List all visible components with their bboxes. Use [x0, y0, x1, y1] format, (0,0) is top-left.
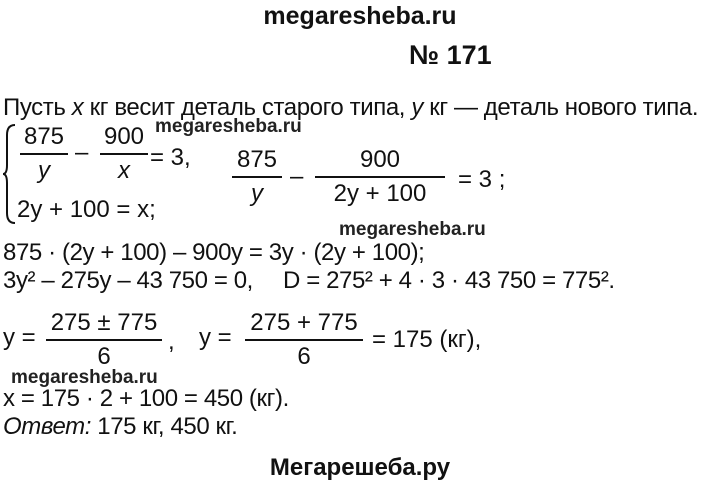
root-lhs: y = [3, 324, 36, 351]
fraction [46, 309, 162, 371]
fraction [315, 146, 445, 208]
denominator: y [251, 180, 263, 207]
x-value-line: x = 175 · 2 + 100 = 450 (кг). [3, 385, 289, 412]
discriminant-line: D = 275² + 4 · 3 · 43 750 = 775². [283, 267, 615, 294]
statement-part: кг — деталь нового типа. [422, 94, 699, 121]
site-footer: Мегарешеба.ру [269, 454, 451, 481]
fraction-bar [315, 176, 445, 178]
system-brace [2, 123, 16, 225]
fraction-bar [20, 153, 68, 155]
watermark: megaresheba.ru [11, 367, 158, 388]
root-value: = 175 (кг), [372, 326, 482, 353]
answer-line [3, 413, 237, 441]
statement-part: Пусть [3, 94, 72, 121]
answer-value: 175 кг, 450 кг. [91, 413, 238, 440]
numerator: 275 + 775 [250, 309, 358, 336]
statement-part: кг весит деталь старого типа, [83, 94, 412, 121]
site-header: megaresheba.ru [263, 2, 457, 30]
comma: , [168, 328, 175, 355]
watermark: megaresheba.ru [339, 219, 486, 240]
fraction-bar [232, 176, 282, 178]
numerator: 900 [359, 146, 401, 173]
equation-rhs: = 3, [150, 144, 191, 171]
variable-y: y [411, 94, 423, 121]
denominator: 2y + 100 [333, 180, 427, 207]
fraction-bar [245, 339, 363, 341]
numerator: 875 [23, 123, 65, 150]
fraction [245, 309, 363, 371]
denominator: y [38, 157, 50, 184]
numerator: 900 [103, 123, 145, 150]
denominator: 6 [97, 343, 111, 370]
problem-statement [3, 94, 698, 122]
equation-line: 3y² – 275y – 43 750 = 0, [3, 267, 253, 294]
numerator: 275 ± 775 [50, 309, 158, 336]
equation-rhs: = 3 ; [458, 166, 506, 193]
denominator: x [118, 157, 130, 184]
variable-x: x [71, 94, 84, 121]
problem-number: № 171 [409, 40, 492, 70]
fraction [100, 123, 148, 185]
watermark: megaresheba.ru [155, 116, 302, 137]
numerator: 875 [236, 146, 278, 173]
answer-label: Ответ: [3, 413, 91, 440]
fraction [232, 146, 282, 208]
fraction-bar [100, 153, 148, 155]
denominator: 6 [297, 343, 311, 370]
equation-2: 2y + 100 = x; [17, 196, 156, 223]
minus-sign: – [290, 163, 304, 190]
minus-sign: – [75, 139, 89, 166]
fraction [20, 123, 68, 185]
fraction-bar [46, 339, 162, 341]
root-lhs: y = [199, 324, 232, 351]
equation-line: 875 · (2y + 100) – 900y = 3y · (2y + 100); [3, 239, 425, 266]
